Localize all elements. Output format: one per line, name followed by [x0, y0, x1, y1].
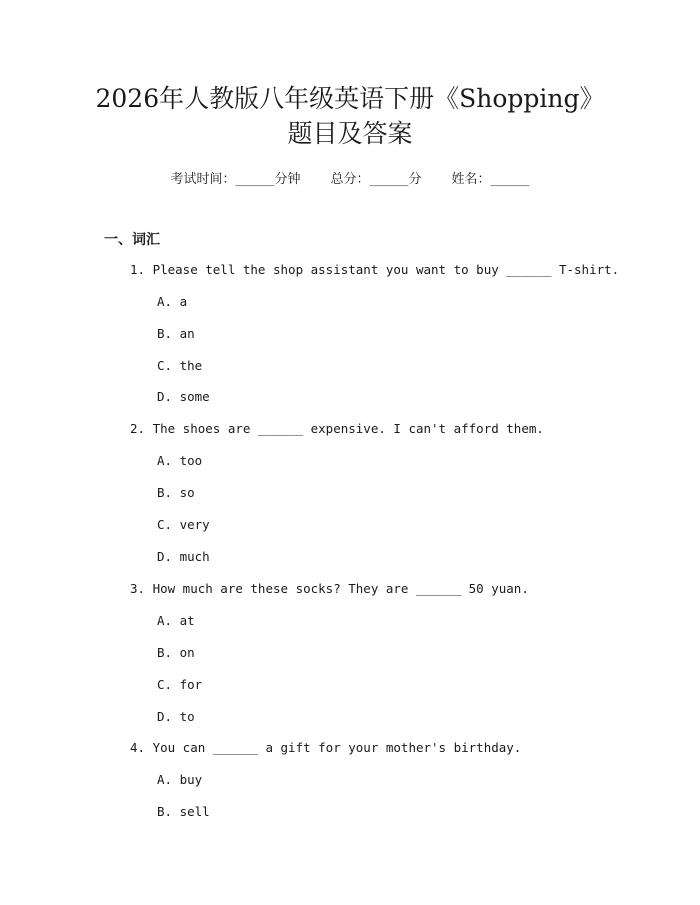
answer-option: B. an	[157, 326, 195, 341]
answer-option: A. at	[157, 613, 195, 628]
answer-option: B. on	[157, 645, 195, 660]
answer-option: A. buy	[157, 772, 203, 787]
section-heading: 一、词汇	[104, 232, 160, 248]
question-text: 3. How much are these socks? They are ______ 50 yuan.	[130, 581, 529, 596]
question-text: 4. You can ______ a gift for your mother's birthday.	[130, 740, 522, 755]
answer-option: B. sell	[157, 804, 210, 819]
answer-option: C. the	[157, 358, 203, 373]
exam-time: 考试时间：______分钟	[170, 172, 301, 187]
answer-option: D. much	[157, 549, 210, 564]
document-title: 2026年人教版八年级英语下册《Shopping》	[95, 84, 605, 113]
answer-option: B. so	[157, 485, 195, 500]
answer-option: C. very	[157, 517, 210, 532]
exam-info	[0, 168, 700, 187]
exam-score: 总分：______分	[330, 172, 422, 187]
answer-option: D. some	[157, 389, 210, 404]
answer-option: D. to	[157, 709, 195, 724]
document-subtitle: 题目及答案	[287, 119, 413, 148]
answer-option: A. too	[157, 453, 203, 468]
exam-name: 姓名：______	[451, 172, 530, 187]
answer-option: C. for	[157, 677, 203, 692]
question-text: 1. Please tell the shop assistant you want to buy ______ T-shirt.	[130, 262, 620, 277]
answer-option: A. a	[157, 294, 188, 309]
question-text: 2. The shoes are ______ expensive. I can't afford them.	[130, 421, 544, 436]
